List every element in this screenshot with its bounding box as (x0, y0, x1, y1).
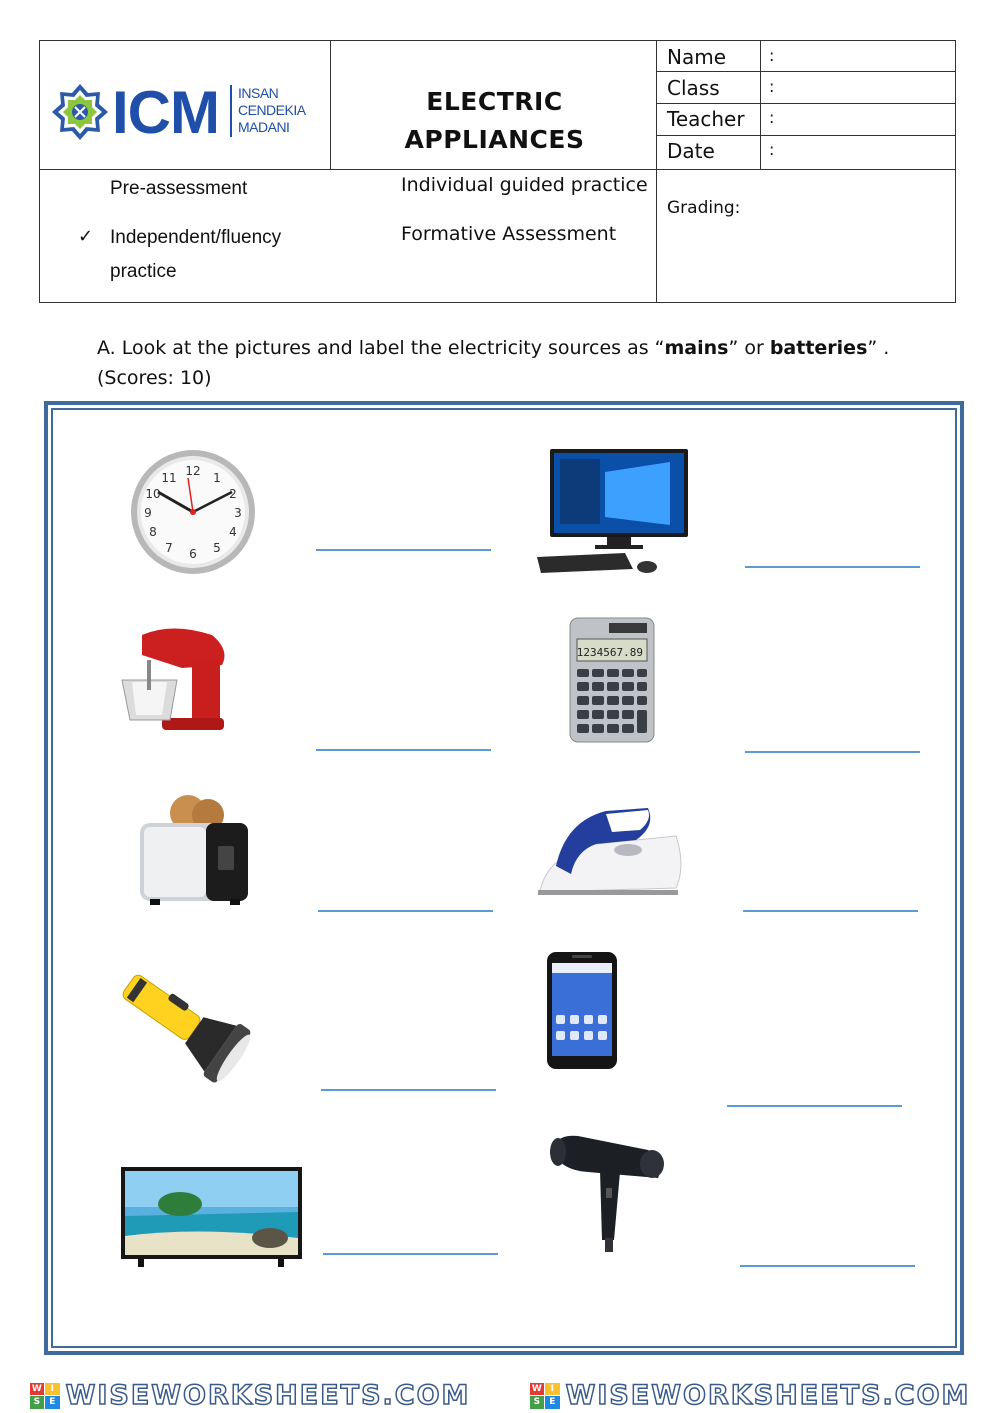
divider (656, 41, 657, 303)
iron-icon (536, 796, 688, 898)
answer-line-6[interactable] (743, 910, 918, 912)
watermark-footer (0, 1378, 1000, 1413)
logo-line: MADANI (238, 119, 290, 135)
answer-line-4[interactable] (745, 751, 920, 753)
svg-text:3: 3 (234, 506, 242, 520)
phone-icon (546, 951, 618, 1070)
svg-text:5: 5 (213, 541, 221, 555)
svg-text:6: 6 (189, 547, 197, 561)
flashlight-icon (115, 966, 267, 1090)
logo-line: INSAN (238, 85, 279, 101)
logo-separator (230, 85, 232, 137)
divider (330, 41, 331, 169)
keyword-batteries: batteries (769, 337, 868, 359)
class-field[interactable]: : (769, 77, 775, 96)
logo-line: CENDEKIA (238, 102, 306, 118)
formative-assessment-label: Formative Assessment (401, 223, 617, 245)
name-field[interactable]: : (769, 46, 775, 65)
watermark (30, 1380, 471, 1411)
checkmark-icon: ✓ (78, 226, 94, 247)
answer-line-3[interactable] (316, 749, 491, 751)
svg-text:4: 4 (229, 525, 237, 539)
logo-letter: I (545, 1383, 560, 1396)
mixer-icon (112, 620, 234, 738)
answer-line-10[interactable] (740, 1265, 915, 1267)
logo-letter: W (30, 1383, 45, 1396)
tv-icon (120, 1166, 303, 1270)
svg-text:2: 2 (229, 487, 237, 501)
worksheet-title (332, 83, 657, 159)
logo-letter: I (45, 1383, 60, 1396)
date-field[interactable]: : (769, 140, 775, 159)
worksheet-header (39, 40, 956, 303)
clock-icon (118, 448, 268, 576)
instruction-text (97, 333, 957, 393)
svg-text:8: 8 (149, 525, 157, 539)
watermark-text: WISEWORKSHEETS.COM (65, 1380, 471, 1411)
name-label: Name (667, 45, 727, 69)
answer-line-1[interactable] (316, 549, 491, 551)
star-emblem-icon (52, 79, 108, 145)
watermark-logo-icon (30, 1383, 60, 1409)
logo-letter: W (530, 1383, 545, 1396)
logo-letter: E (45, 1396, 60, 1409)
teacher-label: Teacher (667, 107, 745, 131)
class-label: Class (667, 76, 720, 100)
independent-practice-label: Independent/fluency (110, 227, 282, 248)
svg-text:11: 11 (161, 471, 177, 485)
answer-line-5[interactable] (318, 910, 493, 912)
independent-practice-label-cont: practice (110, 261, 177, 282)
svg-text:9: 9 (144, 506, 152, 520)
watermark-logo-icon (530, 1383, 560, 1409)
logo-letter: S (30, 1396, 45, 1409)
scores-text: (Scores: 10) (97, 367, 212, 389)
date-label: Date (667, 139, 715, 163)
grading-label: Grading: (667, 198, 741, 218)
answer-line-9[interactable] (323, 1253, 498, 1255)
title-line: ELECTRIC (426, 87, 563, 116)
teacher-field[interactable]: : (769, 108, 775, 127)
logo-brand: ICM (112, 79, 219, 146)
title-line: APPLIANCES (404, 125, 585, 154)
answer-line-2[interactable] (745, 566, 920, 568)
watermark (530, 1380, 971, 1411)
svg-text:7: 7 (165, 541, 173, 555)
school-logo (52, 79, 312, 149)
svg-text:12: 12 (185, 464, 201, 478)
logo-letter: E (545, 1396, 560, 1409)
hairdryer-icon (548, 1130, 668, 1256)
computer-icon (535, 447, 690, 577)
toaster-icon (138, 791, 250, 907)
instruction-prefix: A. Look at the pictures and label the electricity sources as “ (97, 337, 665, 359)
individual-practice-label: Individual guided practice (401, 174, 648, 196)
instruction-suffix: ” . (867, 337, 890, 359)
logo-subtitle (238, 85, 306, 136)
divider (760, 41, 761, 169)
divider (40, 169, 956, 170)
watermark-text: WISEWORKSHEETS.COM (565, 1380, 971, 1411)
calculator-icon (569, 617, 655, 743)
answer-line-7[interactable] (321, 1089, 496, 1091)
svg-text:1: 1 (213, 471, 221, 485)
pre-assessment-label: Pre-assessment (110, 178, 248, 199)
logo-letter: S (530, 1396, 545, 1409)
instruction-middle: ” or (728, 337, 770, 359)
svg-text:1234567.89: 1234567.89 (576, 646, 643, 659)
keyword-mains: mains (664, 337, 729, 359)
instruction-line (97, 333, 957, 363)
svg-text:10: 10 (145, 487, 161, 501)
answer-line-8[interactable] (727, 1105, 902, 1107)
